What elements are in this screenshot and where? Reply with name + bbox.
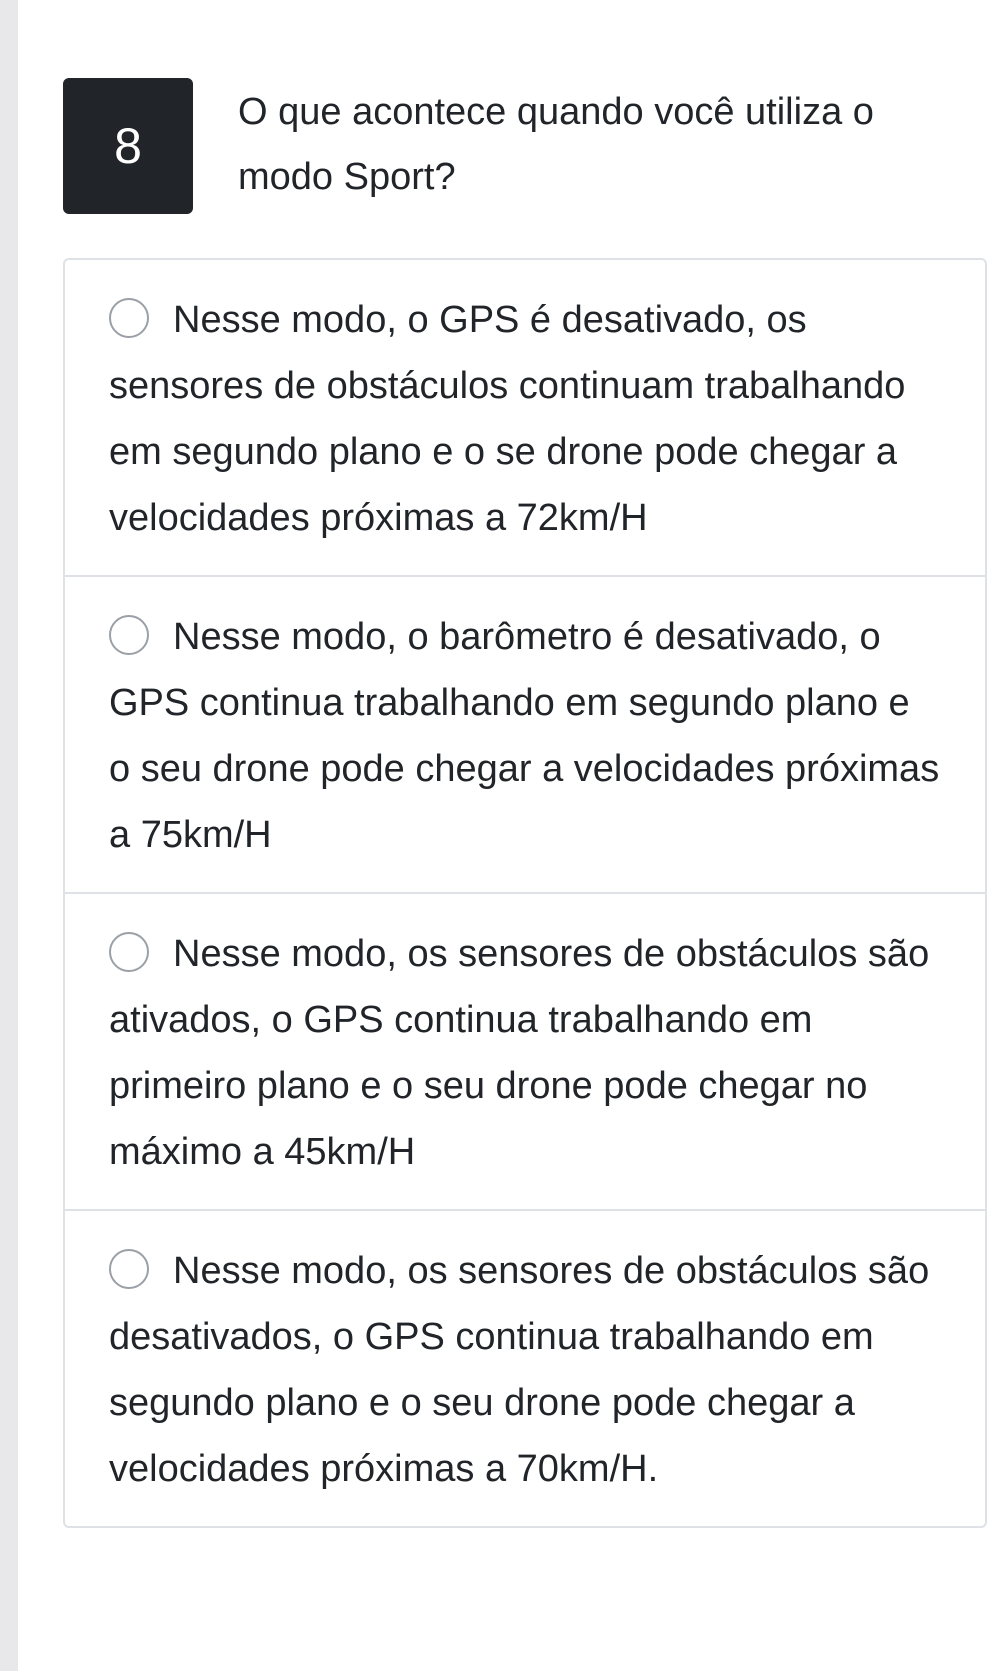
radio-button[interactable] [109, 615, 149, 655]
radio-button[interactable] [109, 932, 149, 972]
question-page [18, 0, 994, 1671]
answer-option-label: Nesse modo, os sensores de obstáculos são desativados, o GPS continua trabalhando em segundo plano e o seu drone pode chegar a velocidades próximas a 70km/H. [109, 1250, 930, 1490]
answer-options-list [63, 258, 987, 1528]
answer-option-3[interactable] [65, 894, 985, 1211]
question-number-badge: 8 [63, 78, 193, 214]
radio-button[interactable] [109, 298, 149, 338]
answer-option-2[interactable] [65, 577, 985, 894]
answer-option-4[interactable] [65, 1211, 985, 1526]
answer-option-label: Nesse modo, o barômetro é desativado, o GPS continua trabalhando em segundo plano e o seu drone pode chegar a velocidades próximas a 75km/H [109, 616, 940, 856]
answer-option-label: Nesse modo, o GPS é desativado, os sensores de obstáculos continuam trabalhando em segundo plano e o se drone pode chegar a velocidades próximas a 72km/H [109, 299, 906, 539]
answer-option-1[interactable] [65, 260, 985, 577]
question-text: O que acontece quando você utiliza o modo Sport? [238, 91, 874, 198]
answer-option-label: Nesse modo, os sensores de obstáculos são ativados, o GPS continua trabalhando em primeiro plano e o seu drone pode chegar no máximo a 45km/H [109, 933, 930, 1173]
radio-button[interactable] [109, 1249, 149, 1289]
